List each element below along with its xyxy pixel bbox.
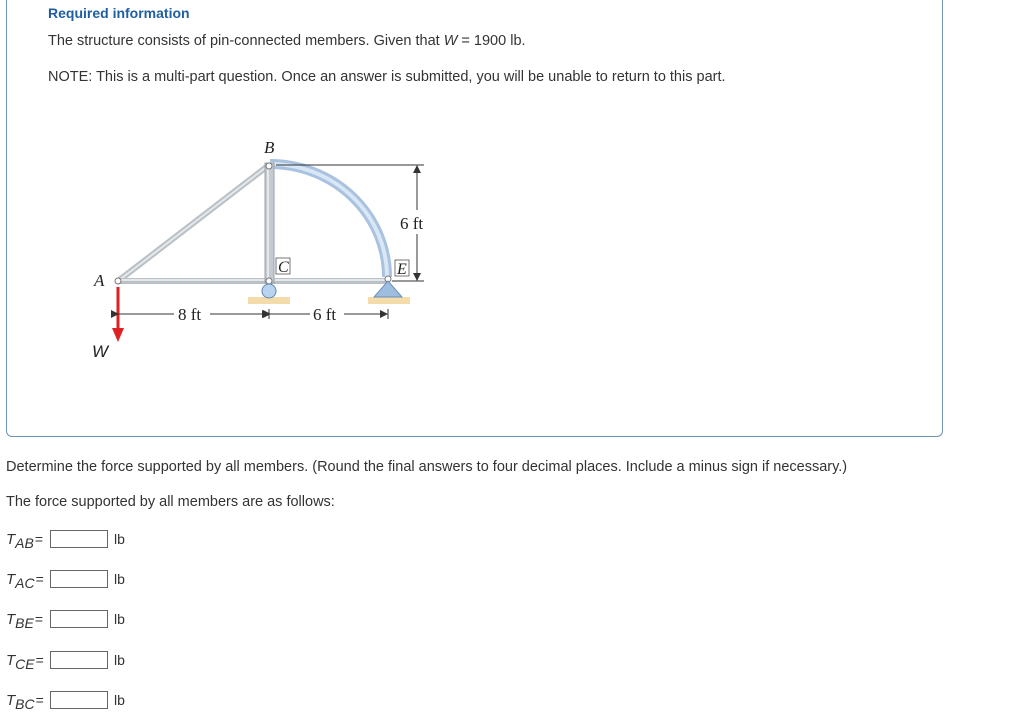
label-a: A: [94, 271, 105, 290]
answer-subscript: AB: [15, 534, 34, 551]
roller-support-c: [262, 284, 276, 298]
answer-var: T: [6, 530, 16, 548]
answer-row-tab: [6, 527, 125, 551]
dim-label-6ft-horizontal: 6 ft: [313, 305, 337, 324]
pin-c: [266, 278, 272, 284]
question-text: Determine the force supported by all members. (Round the final answers to four decimal places. Include a minus sign if necessary.): [6, 459, 848, 475]
answer-row-tbe: [6, 607, 125, 631]
label-c: C: [278, 259, 289, 276]
answer-row-tce: [6, 648, 125, 672]
structure-figure: [80, 130, 440, 370]
followup-text: The force supported by all members are as follows:: [6, 494, 335, 510]
support-e-base: [368, 297, 410, 304]
structure-diagram: [80, 130, 440, 370]
answer-label-tac: [6, 570, 50, 591]
answer-input-tac[interactable]: [50, 570, 108, 588]
member-bc: [265, 163, 274, 283]
pin-b: [266, 163, 272, 169]
answer-subscript: CE: [15, 655, 35, 672]
answer-equals: =: [34, 610, 44, 627]
answer-label-tbe: [6, 610, 50, 631]
required-info-title: Required information: [48, 5, 190, 21]
answer-equals: =: [35, 651, 44, 668]
member-ab-highlight: [118, 165, 269, 281]
answer-input-tbe[interactable]: [50, 610, 108, 628]
answer-label-tab: [6, 530, 50, 551]
answer-unit: lb: [114, 531, 125, 547]
answer-unit: lb: [114, 571, 125, 587]
load-arrow-head: [112, 328, 124, 342]
label-w: W: [92, 342, 109, 361]
given-text-suffix: = 1900 lb.: [457, 33, 526, 49]
label-e: E: [397, 261, 407, 278]
answer-equals: =: [35, 570, 44, 587]
answer-subscript: BC: [15, 695, 35, 712]
answer-subscript: BE: [15, 614, 34, 631]
given-statement: [48, 33, 526, 49]
note-text: NOTE: This is a multi-part question. Once an answer is submitted, you will be unable to return to this part.: [48, 69, 726, 85]
answer-equals: =: [34, 530, 44, 547]
answer-input-tce[interactable]: [50, 651, 108, 669]
label-b: B: [264, 138, 275, 157]
answer-row-tac: [6, 567, 125, 591]
answer-input-tab[interactable]: [50, 530, 108, 548]
answer-unit: lb: [114, 611, 125, 627]
answer-input-tbc[interactable]: [50, 691, 108, 709]
answer-label-tce: [6, 651, 50, 672]
answer-var: T: [6, 570, 16, 588]
given-variable: W: [443, 33, 458, 49]
dim-label-8ft: 8 ft: [178, 305, 202, 324]
given-text-prefix: The structure consists of pin-connected members. Given that: [48, 33, 444, 49]
answer-var: T: [6, 691, 16, 709]
answer-equals: =: [35, 691, 44, 708]
pin-a: [115, 278, 121, 284]
answer-unit: lb: [114, 652, 125, 668]
answer-subscript: AC: [15, 574, 35, 591]
answer-var: T: [6, 610, 16, 628]
answer-unit: lb: [114, 692, 125, 708]
answer-label-tbc: [6, 691, 50, 712]
dim-label-6ft-vertical: 6 ft: [400, 214, 424, 233]
answer-var: T: [6, 651, 16, 669]
answer-row-tbc: [6, 688, 125, 712]
